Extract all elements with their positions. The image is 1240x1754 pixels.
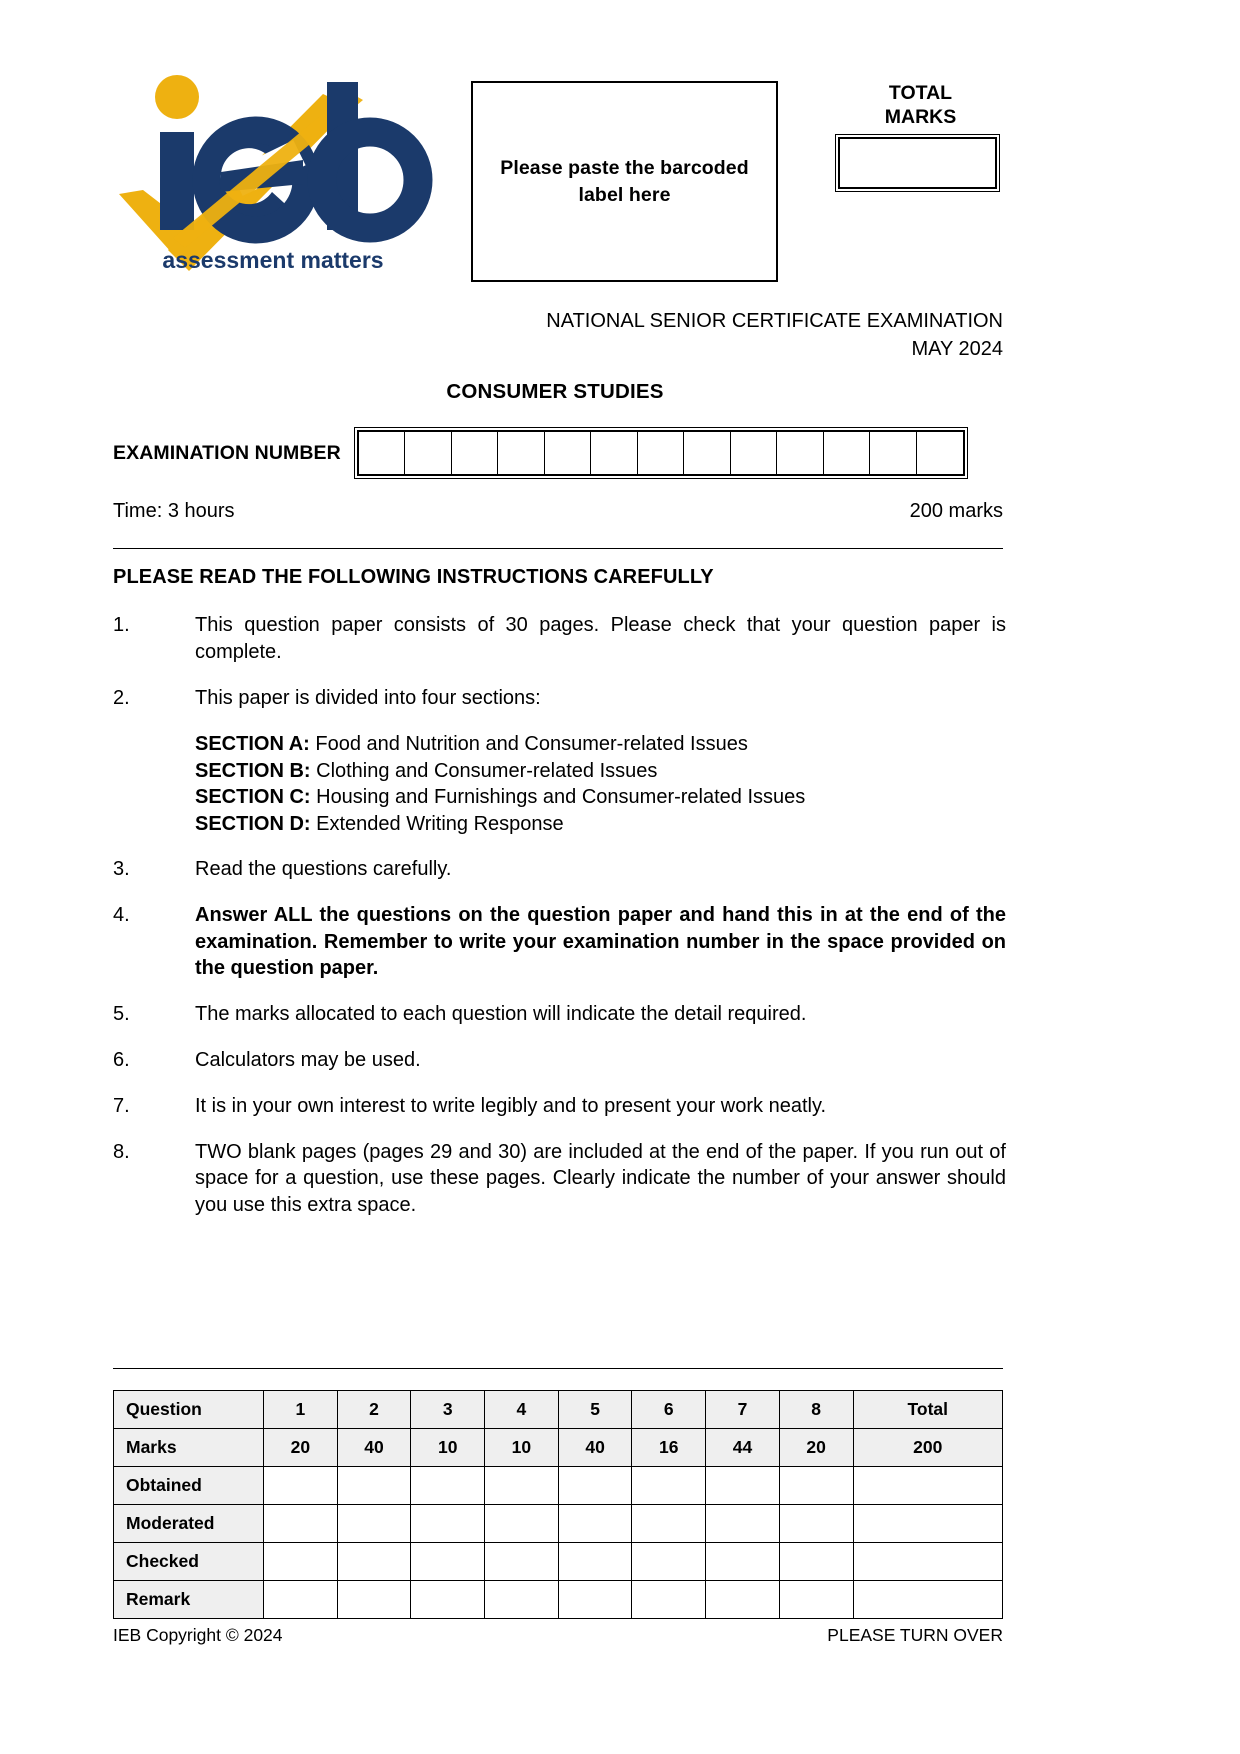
marks-table-entry-cell[interactable] [337,1467,411,1505]
examination-number-cell[interactable] [684,432,731,474]
marks-table-entry-cell[interactable] [337,1581,411,1619]
instruction-text [195,1139,1006,1219]
examination-number-cell[interactable] [452,432,499,474]
total-marks-label-line-2: MARKS [884,105,957,128]
section-list-item [195,731,1006,757]
instruction-paragraph: This paper is divided into four sections: [195,686,541,709]
marks-table-cell: 20 [264,1429,338,1467]
instruction-item [113,1139,1006,1219]
instruction-text [195,902,1006,982]
section-label: SECTION B: [195,759,311,782]
marks-table-entry-cell[interactable] [706,1581,780,1619]
instruction-text [195,1047,1006,1074]
instruction-text [195,612,1006,666]
examination-number-cell[interactable] [917,432,964,474]
marks-table-entry-cell[interactable] [632,1505,706,1543]
section-list [195,731,1006,837]
instruction-text [195,685,1006,837]
time-and-marks-row [113,500,1003,523]
section-label: SECTION C: [195,786,311,809]
marks-table-cell: 3 [411,1391,485,1429]
table-row [114,1581,1003,1619]
instructions-heading: PLEASE READ THE FOLLOWING INSTRUCTIONS CAREFULLY [113,566,714,588]
marks-table-cell: 6 [632,1391,706,1429]
marks-table-entry-cell[interactable] [779,1505,853,1543]
examination-number-cell[interactable] [405,432,452,474]
marks-table-entry-cell[interactable] [411,1581,485,1619]
total-marks-block [838,82,1003,189]
marks-table-cell: 40 [558,1429,632,1467]
exam-meta-line-2: MAY 2024 [911,337,1003,360]
examination-number-cell[interactable] [870,432,917,474]
table-row [114,1543,1003,1581]
instruction-item [113,685,1006,837]
total-marks-value: 200 marks [909,500,1003,522]
marks-table-entry-cell[interactable] [411,1505,485,1543]
table-row [114,1505,1003,1543]
instruction-number: 5. [113,1003,130,1026]
instruction-number: 2. [113,686,130,709]
marks-table-cell: Total [853,1391,1003,1429]
marks-table-entry-cell[interactable] [485,1581,559,1619]
marks-table-entry-cell[interactable] [558,1543,632,1581]
marks-table-entry-cell[interactable] [779,1467,853,1505]
marks-table-cell: 1 [264,1391,338,1429]
instruction-item [113,1093,1006,1120]
marks-table-entry-cell[interactable] [558,1581,632,1619]
section-title: Food and Nutrition and Consumer-related Issues [309,733,748,756]
marks-table-entry-cell[interactable] [337,1543,411,1581]
marks-table-entry-cell[interactable] [411,1543,485,1581]
instruction-paragraph: It is in your own interest to write legibly and to present your work neatly. [195,1094,827,1117]
divider-top [113,548,1003,549]
marks-table-entry-cell[interactable] [485,1505,559,1543]
page-header [0,0,1240,300]
marks-table-row-header: Checked [114,1543,264,1581]
section-list-item [195,758,1006,784]
examination-number-cell[interactable] [359,432,406,474]
marks-table-entry-cell[interactable] [337,1505,411,1543]
marks-table-row-header: Marks [114,1429,264,1467]
marks-table-wrapper [113,1390,1003,1619]
examination-number-grid[interactable] [357,430,966,476]
marks-table-cell: 20 [779,1429,853,1467]
barcode-instruction-text [490,155,759,208]
instruction-number: 1. [113,614,130,636]
marks-table-entry-cell[interactable] [706,1543,780,1581]
marks-table-cell: 8 [779,1391,853,1429]
examination-number-cell[interactable] [731,432,778,474]
table-row [114,1467,1003,1505]
marks-table-cell: 40 [337,1429,411,1467]
marks-table-entry-cell[interactable] [779,1581,853,1619]
examination-number-cell[interactable] [498,432,545,474]
table-row [114,1429,1003,1467]
marks-table-entry-cell[interactable] [853,1505,1003,1543]
table-row [114,1391,1003,1429]
instruction-paragraph: This question paper consists of 30 pages. Please check that your question paper is complete. [195,614,1006,663]
ieb-logo-svg [113,72,433,277]
total-marks-label [838,82,1003,130]
marks-table-cell: 10 [411,1429,485,1467]
section-title: Extended Writing Response [310,812,564,835]
section-list-item [195,811,1006,837]
marks-table-cell: 2 [337,1391,411,1429]
examination-number-cell[interactable] [824,432,871,474]
marks-table-cell: 16 [632,1429,706,1467]
examination-number-row [113,430,1003,476]
marks-table-entry-cell[interactable] [485,1467,559,1505]
marks-table-entry-cell[interactable] [706,1505,780,1543]
section-list-item [195,784,1006,810]
marks-table-entry-cell[interactable] [853,1543,1003,1581]
examination-number-cell[interactable] [591,432,638,474]
subject-title: CONSUMER STUDIES [446,380,664,403]
instructions-list [113,612,1006,1238]
marks-table-entry-cell[interactable] [853,1581,1003,1619]
instruction-item [113,1001,1006,1028]
instruction-item [113,856,1006,883]
marks-table-row-header: Obtained [114,1467,264,1505]
barcode-line-2: label here [578,183,671,206]
page-footer [113,1625,1003,1646]
total-marks-entry-box[interactable] [838,137,997,189]
marks-table-cell: 200 [853,1429,1003,1467]
marks-table-entry-cell[interactable] [264,1543,338,1581]
marks-table-entry-cell[interactable] [558,1505,632,1543]
section-title: Housing and Furnishings and Consumer-related Issues [310,786,806,809]
examination-number-cell[interactable] [777,432,824,474]
marks-table [113,1390,1003,1619]
marks-table-cell: 10 [485,1429,559,1467]
marks-table-row-header: Moderated [114,1505,264,1543]
section-label: SECTION D: [195,812,311,835]
instruction-text [195,1001,1006,1028]
instruction-paragraph: Answer ALL the questions on the question paper and hand this in at the end of the examination. Remember to write your examination number in the space provided on the question paper. [195,903,1006,980]
instruction-paragraph: The marks allocated to each question will indicate the detail required. [195,1003,807,1026]
marks-table-cell: 4 [485,1391,559,1429]
instruction-item [113,612,1006,666]
marks-table-entry-cell[interactable] [264,1581,338,1619]
instruction-number: 4. [113,903,130,926]
examination-number-cell[interactable] [545,432,592,474]
examination-number-cell[interactable] [638,432,685,474]
barcode-label-box[interactable] [471,81,778,282]
barcode-line-1: Please paste the barcoded [500,157,749,180]
instruction-paragraph: TWO blank pages (pages 29 and 30) are included at the end of the paper. If you run out of space for a question, use these pages. Clearly indicate the number of your answer should you use this extra space. [195,1140,1006,1217]
instruction-number: 6. [113,1048,130,1071]
exam-meta [0,308,1003,363]
marks-table-entry-cell[interactable] [706,1467,780,1505]
marks-table-entry-cell[interactable] [411,1467,485,1505]
divider-bottom [113,1368,1003,1369]
section-title: Clothing and Consumer-related Issues [310,759,658,782]
marks-table-entry-cell[interactable] [485,1543,559,1581]
marks-table-entry-cell[interactable] [558,1467,632,1505]
marks-table-entry-cell[interactable] [632,1581,706,1619]
footer-turn-over: PLEASE TURN OVER [827,1625,1003,1645]
instruction-text [195,1093,1006,1120]
exam-meta-line-1: NATIONAL SENIOR CERTIFICATE EXAMINATION [546,310,1003,332]
marks-table-entry-cell[interactable] [632,1467,706,1505]
marks-table-cell: 7 [706,1391,780,1429]
logo-tagline-text: assessment matters [162,247,384,273]
total-marks-label-line-1: TOTAL [888,82,953,104]
section-label: SECTION A: [195,733,310,756]
examination-number-label: EXAMINATION NUMBER [113,441,341,464]
instruction-text [195,856,1006,883]
instruction-item [113,1047,1006,1074]
time-allowed: Time: 3 hours [113,500,235,522]
marks-table-entry-cell[interactable] [779,1543,853,1581]
marks-table-entry-cell[interactable] [264,1467,338,1505]
footer-copyright: IEB Copyright © 2024 [113,1625,283,1645]
marks-table-cell: 44 [706,1429,780,1467]
marks-table-row-header: Question [114,1391,264,1429]
instruction-number: 3. [113,857,130,880]
marks-table-cell: 5 [558,1391,632,1429]
instruction-paragraph: Read the questions carefully. [195,857,452,880]
marks-table-entry-cell[interactable] [853,1467,1003,1505]
instruction-number: 8. [113,1140,130,1163]
marks-table-entry-cell[interactable] [264,1505,338,1543]
instruction-number: 7. [113,1094,130,1117]
instruction-paragraph: Calculators may be used. [195,1048,421,1071]
marks-table-row-header: Remark [114,1581,264,1619]
ieb-logo [113,72,433,277]
instruction-item [113,902,1006,982]
marks-table-entry-cell[interactable] [632,1543,706,1581]
